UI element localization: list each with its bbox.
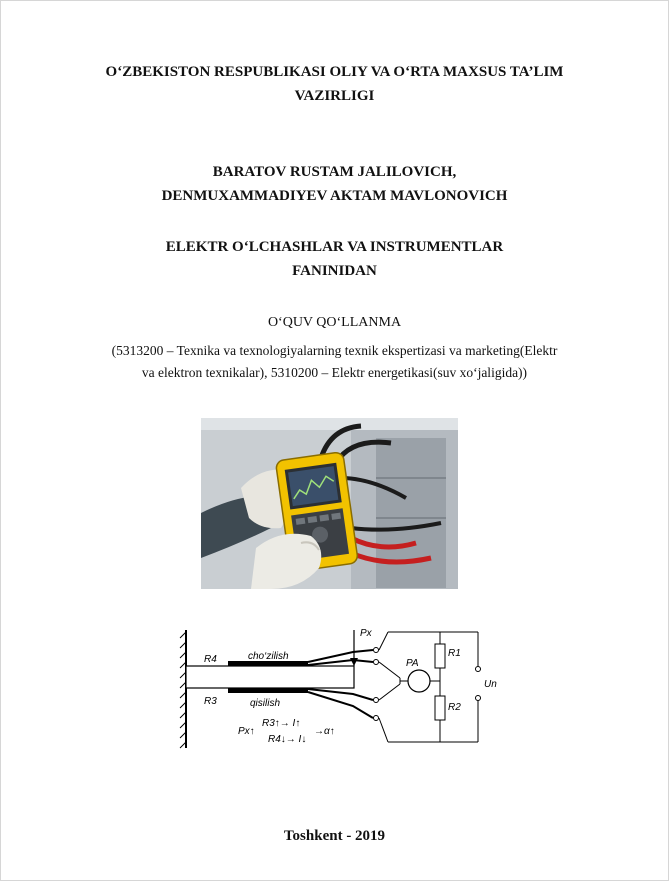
author-2: DENMUXAMMADIYEV AKTAM MAVLONOVICH — [161, 188, 508, 204]
place-and-year: Toshkent - 2019 — [283, 828, 386, 844]
power-analyzer-photo — [201, 418, 458, 589]
author-1: BARATOV RUSTAM JALILOVICH, — [212, 164, 457, 180]
book-title — [40, 235, 629, 283]
label-r2: R2 — [448, 702, 461, 713]
label-un: Un — [484, 679, 497, 690]
ministry-line-2: VAZIRLIGI — [294, 88, 375, 104]
specialties-line-1: (5313200 – Texnika va texnologiyalarning texnik ekspertizasi va marketing(Elektr — [111, 343, 558, 358]
title-line-1: ELEKTR O‘LCHASHLAR VA INSTRUMENTLAR — [165, 239, 504, 255]
specialties-line-2: va elektron texnikalar), 5310200 – Elektr energetikasi(suv xo‘jaligida)) — [141, 365, 528, 380]
formula-line-1: R3↑→ I↑ — [262, 718, 301, 729]
label-r1: R1 — [448, 648, 461, 659]
formula-px: Px↑ — [238, 726, 255, 737]
label-r3: R3 — [204, 696, 217, 707]
label-r4: R4 — [204, 654, 217, 665]
document-type: O‘QUV QO‘LLANMA — [267, 315, 402, 330]
label-compression: qisilish — [250, 698, 281, 709]
label-pa: PA — [406, 658, 419, 669]
strain-gauge-circuit-diagram — [178, 622, 498, 752]
formula-line-2: R4↓→ I↓ — [268, 734, 307, 745]
ministry-header — [40, 60, 629, 108]
formula-alpha: →α↑ — [314, 726, 335, 737]
title-line-2: FANINIDAN — [292, 263, 377, 279]
label-px: Px — [360, 628, 372, 639]
authors — [40, 160, 629, 208]
ministry-line-1: O‘ZBEKISTON RESPUBLIKASI OLIY VA O‘RTA MAXSUS TA’LIM — [105, 64, 564, 80]
label-tension: cho‘zilish — [248, 651, 289, 662]
specialties — [40, 340, 629, 384]
